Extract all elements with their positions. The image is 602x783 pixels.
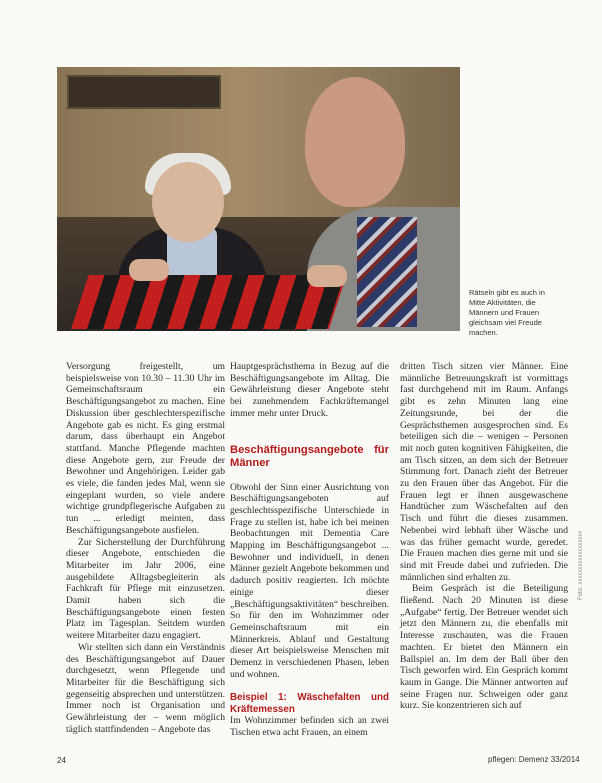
paragraph: Zur Sicherstellung der Durchführung dieser Angebote, entschieden die Mitarbeiter im Jahr 2006, eine ausgebildete Alltagsbegleiterin als Fachkraft für Pflege mit einzusetzen. Damit haben sich die Beschäftigungsangebote einen festen Platz im Tagesplan. Seitdem wurden weitere Mitarbeiter dazu engagiert. [66,536,225,642]
photo-hand-right [307,265,347,287]
column-3 [400,361,568,712]
column-2 [230,361,389,739]
section-heading: Beschäftigungsangebote für Männer [230,443,389,469]
paragraph: Obwohl der Sinn einer Ausrichtung von Beschäftigungsangeboten auf geschlechtsspezifische Unterschiede in Frage zu stellen ist, habe ich bei meinen Beobachtungen mit Dementia Care Mapping im Beschäftigungsangebot ... Bewohner und individuell, in denen Männer gezielt Angebote bekommen und dadurch positiv reagierten. Ich möchte einige dieser „Beschäftigungsaktivitäten“ beschreiben. So für den im Wohnzimmer oder Gemeinschaftsraum mit ein Männerkreis. Ablauf und Gestaltung dieser Art beispielsweise Menschen mit Demenz in verschiedenen Phasen, leben und wohnen. [230,481,389,680]
photo-picture-frame [67,75,221,109]
paragraph: Wir stellten sich dann ein Verständnis des Beschäftigungsangebot auf Dauer durchgesetzt, wenn Pflegende und Mitarbeiter für die Beschäftigung sich gegenseitig absprechen und unterstützen. Immer noch ist Organisation und Gewährleistung der – wenn möglich täglich stattfindenden – Angebote das [66,641,225,735]
photo-checkers-board [71,275,347,329]
photo-hand-left [129,259,169,281]
subsection-heading: Beispiel 1: Wäschefalten und Kräftemessen [230,692,389,715]
spacer [230,470,389,482]
photo-caption: Rätseln gibt es auch in Mitte Aktivitäten, die Männern und Frauen gleichsam viel Freude machen. [469,288,545,337]
journal-footer: pflegen: Demenz 33/2014 [488,755,580,764]
spacer [230,420,389,432]
paragraph: dritten Tisch sitzen vier Männer. Eine männliche Betreuungskraft ist vormittags fast durchgehend mit im Raum. Anfangs gibt es zehn Minuten lang eine Zeitungsrunde, bei der die Gesprächsthemen ausgesprochen sind. Es beteiligen sich die – wenigen – Personen mit noch guten kognitiven Fähigkeiten, die am Tisch sitzen, an dem sich der Betreuer Stimmung fort. Danach zieht der Betreuer zu den Frauen über das Angebot. Für die Frauen legt er ihnen ausgewaschene Handtücher zum Wäschefalten auf den Tisch und führt die dieses zusammen. Nebenbei wird lebhaft über Wäsche und was das früher gemacht wurde, geredet. Die Frauen machen dies gerne mit und sie sind mit Freude dabei und zufrieden. Die männlichen sind erhalten zu. [400,361,568,583]
photo-man-tie [357,217,417,327]
paragraph: Versorgung freigestellt, um beispielsweise von 10.30 – 11.30 Uhr im Gemeinschaftsraum ein Beschäftigungsangebot zu machen. Eine Diskussion über geschlechterspezifische Angebote gab es nicht. Es ging erstmal darum, dass überhaupt ein Angebot stattfand. Manche Pflegende machten diese Angebote gern, zur Freude der Bewohner und Angehörigen. Leider gab es viele, die fanden jedes Mal, wenn sie eingeplant wurden, so viele andere wichtige grundpflegerische Aufgaben zu tun ... erledigt meinten, dass Beschäftigungsangebote ausfielen. [66,361,225,536]
photo [57,67,460,331]
paragraph: Beim Gespräch ist die Beteiligung fließend. Nach 20 Minuten ist diese „Aufgabe“ fertig. Der Betreuer wendet sich jetzt den Männern zu, die ebenfalls mit Interesse zuschauten, was die Frauen machten. Er bietet den Männern ein Ballspiel an. Im dem der Ball über den Tisch geworfen wird. Ein Gespräch kommt kaum in Gange. Die Männer antworten auf seine Fragen nur. Schweigen oder ganz kurz. Sie konzentrieren sich auf [400,583,568,712]
paragraph: Hauptgesprächsthema in Bezug auf die Beschäftigungsangebote im Alltag. Die Gewährleistung dieser Angebote steht bei zunehmendem Fachkräftemangel immer mehr unter Druck. [230,361,389,419]
page-number: 24 [57,756,66,765]
spacer [230,680,389,692]
photo-credit: Foto: xxxxxxxxxxxxxxxxxx [578,530,584,600]
photo-man-face [305,77,405,207]
spacer [230,432,389,444]
column-1 [66,361,225,736]
paragraph: Im Wohnzimmer befinden sich an zwei Tischen etwa acht Frauen, an einem [230,715,389,739]
photo-woman-face [152,162,224,242]
